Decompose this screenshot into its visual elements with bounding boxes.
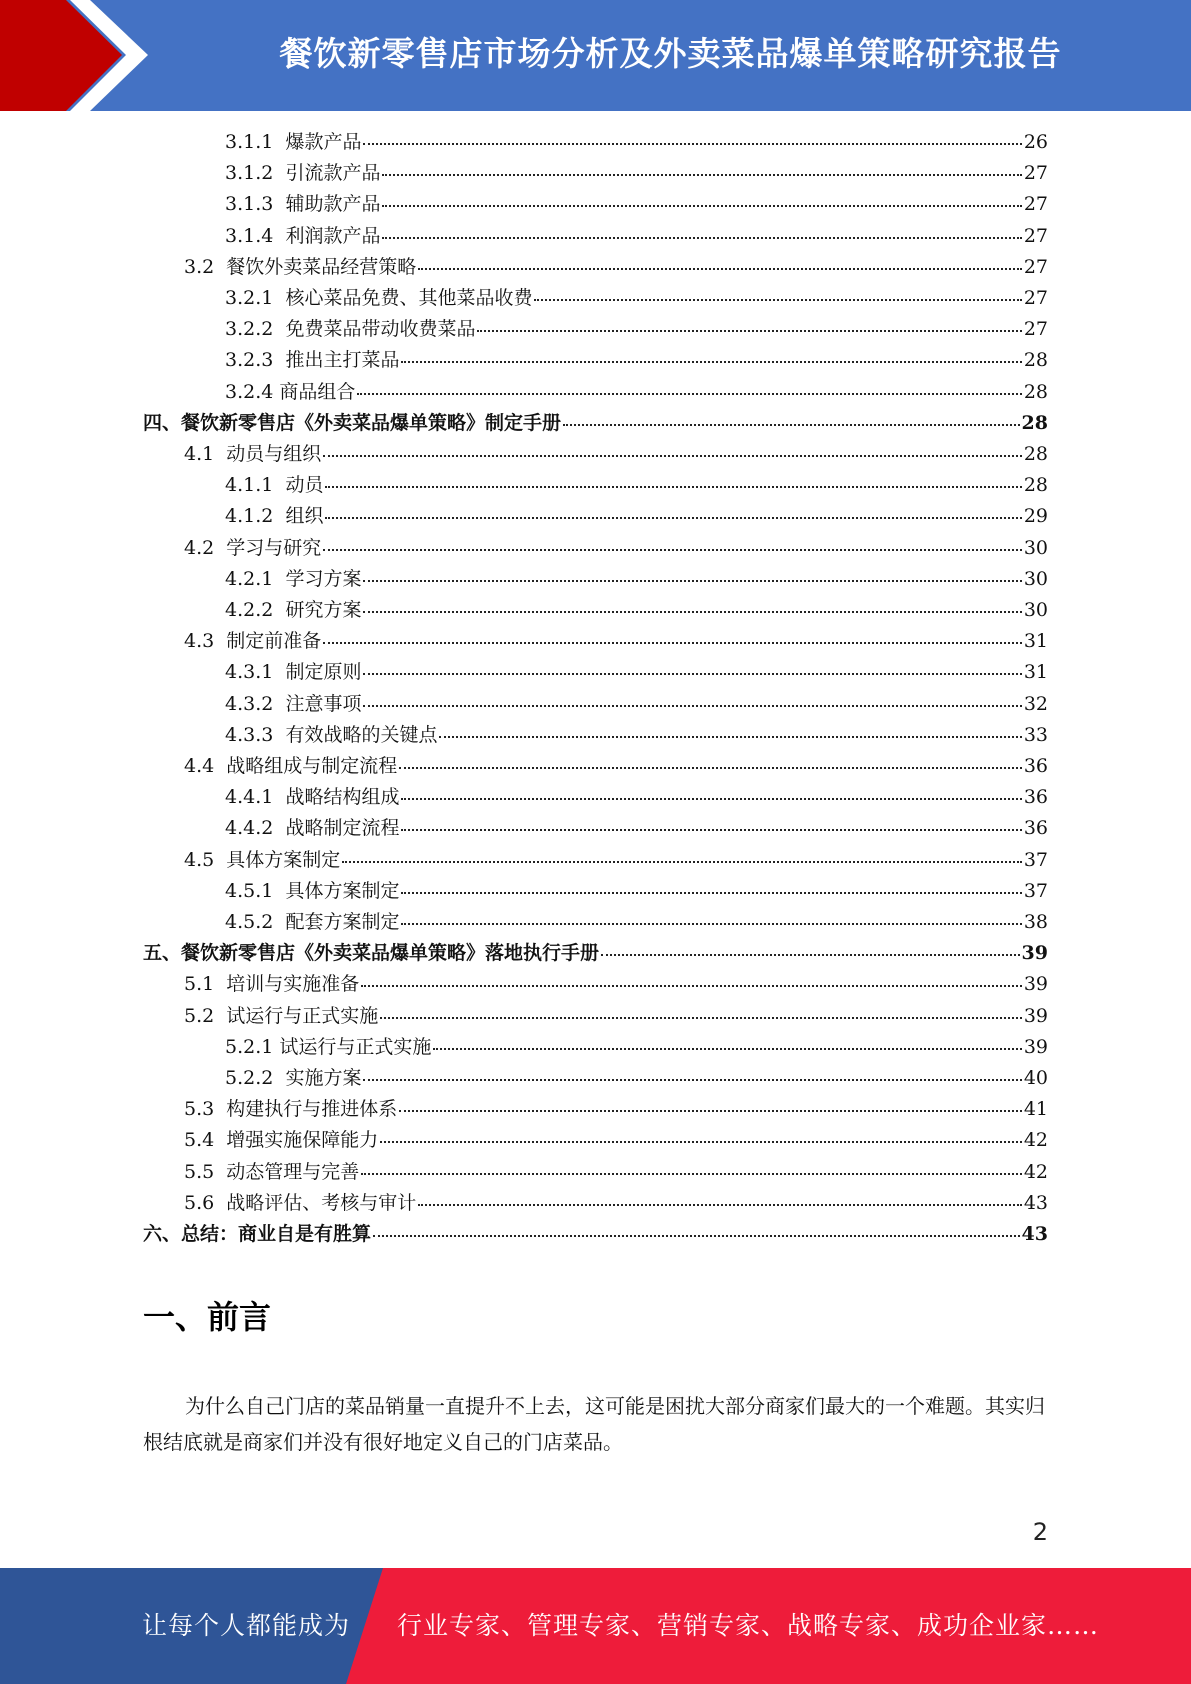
toc-leader-dots	[401, 349, 1021, 363]
toc-entry-page: 27	[1023, 287, 1048, 309]
toc-entry-title: 组织	[285, 505, 324, 527]
toc-entry-number: 4.2.1	[225, 568, 286, 590]
toc-entry[interactable]	[143, 938, 1048, 969]
toc-leader-dots	[357, 381, 1021, 395]
toc-entry-number: 4.5	[184, 849, 227, 871]
toc-entry-title: 学习与研究	[226, 537, 322, 559]
toc-entry-title: 总结：商业自是有胜算	[181, 1223, 372, 1245]
toc-entry-number: 5.6	[184, 1192, 227, 1214]
page-number: 2	[1032, 1518, 1048, 1546]
toc-entry-page: 37	[1023, 880, 1048, 902]
toc-entry-number: 5.2.1	[225, 1036, 280, 1058]
toc-entry-page: 30	[1023, 568, 1048, 590]
toc-entry-page: 43	[1023, 1192, 1048, 1214]
toc-entry[interactable]	[225, 595, 1048, 626]
toc-entry[interactable]	[225, 1063, 1048, 1094]
toc-entry-page: 31	[1023, 661, 1048, 683]
toc-entry-page: 27	[1023, 256, 1048, 278]
toc-entry-number: 4.2.2	[225, 599, 286, 621]
toc-leader-dots	[399, 1098, 1022, 1112]
toc-entry-page: 32	[1023, 693, 1048, 715]
toc-entry-title: 学习方案	[285, 568, 362, 590]
toc-leader-dots	[401, 880, 1021, 894]
toc-entry-number: 4.5.2	[225, 911, 286, 933]
toc-leader-dots	[380, 1005, 1022, 1019]
toc-entry-number: 3.1.3	[225, 193, 286, 215]
toc-entry-number: 5.2	[184, 1005, 227, 1027]
toc-leader-dots	[601, 942, 1020, 956]
toc-entry-page: 28	[1023, 381, 1048, 403]
toc-entry-number: 五、	[143, 942, 182, 964]
toc-entry-title: 制定前准备	[226, 630, 322, 652]
toc-entry[interactable]	[184, 845, 1048, 876]
toc-entry-page: 28	[1023, 349, 1048, 371]
toc-entry-title: 研究方案	[285, 599, 362, 621]
toc-entry-page: 42	[1023, 1161, 1048, 1183]
toc-leader-dots	[477, 318, 1021, 332]
toc-leader-dots	[361, 1161, 1022, 1175]
toc-entry-page: 31	[1023, 630, 1048, 652]
toc-entry-number: 3.1.2	[225, 162, 286, 184]
toc-entry-title: 免费菜品带动收费菜品	[285, 318, 476, 340]
toc-entry-number: 4.1.2	[225, 505, 286, 527]
toc-entry-title: 构建执行与推进体系	[226, 1098, 398, 1120]
toc-entry-page: 28	[1021, 412, 1048, 434]
toc-entry-title: 试运行与正式实施	[279, 1036, 432, 1058]
toc-entry[interactable]	[225, 501, 1048, 532]
toc-leader-dots	[363, 131, 1021, 145]
toc-entry-title: 动态管理与完善	[226, 1161, 360, 1183]
toc-entry[interactable]	[225, 127, 1048, 158]
toc-entry-number: 5.4	[184, 1129, 227, 1151]
toc-entry-number: 4.3.1	[225, 661, 286, 683]
toc-leader-dots	[563, 412, 1020, 426]
toc-entry[interactable]	[225, 158, 1048, 189]
toc-entry[interactable]	[225, 377, 1048, 408]
toc-entry-page: 36	[1023, 755, 1048, 777]
toc-entry[interactable]	[225, 283, 1048, 314]
toc-entry-page: 42	[1023, 1129, 1048, 1151]
toc-entry-number: 六、	[143, 1223, 182, 1245]
toc-entry[interactable]	[225, 221, 1048, 252]
toc-entry-page: 30	[1023, 599, 1048, 621]
toc-leader-dots	[382, 193, 1021, 207]
toc-entry-title: 培训与实施准备	[226, 973, 360, 995]
toc-leader-dots	[433, 1036, 1021, 1050]
toc-entry-title: 动员与组织	[226, 443, 322, 465]
toc-entry[interactable]	[225, 813, 1048, 844]
toc-entry-number: 4.3.3	[225, 724, 286, 746]
toc-leader-dots	[382, 225, 1021, 239]
toc-entry[interactable]	[184, 969, 1048, 1000]
toc-entry[interactable]	[225, 782, 1048, 813]
toc-entry-number: 4.3.2	[225, 693, 286, 715]
toc-leader-dots	[534, 287, 1021, 301]
toc-entry-title: 核心菜品免费、其他菜品收费	[285, 287, 533, 309]
toc-entry-page: 41	[1023, 1098, 1048, 1120]
toc-entry[interactable]	[184, 252, 1048, 283]
toc-entry-number: 4.1.1	[225, 474, 286, 496]
toc-entry-page: 40	[1023, 1067, 1048, 1089]
toc-entry-title: 辅助款产品	[285, 193, 381, 215]
toc-leader-dots	[418, 1192, 1022, 1206]
toc-entry[interactable]	[143, 408, 1048, 439]
toc-entry-number: 4.2	[184, 537, 227, 559]
toc-entry[interactable]	[225, 1032, 1048, 1063]
toc-entry-title: 实施方案	[285, 1067, 362, 1089]
toc-entry[interactable]	[184, 1125, 1048, 1156]
toc-entry[interactable]	[184, 751, 1048, 782]
toc-entry-page: 27	[1023, 318, 1048, 340]
toc-entry-number: 3.2.2	[225, 318, 286, 340]
toc-entry-page: 43	[1021, 1223, 1048, 1245]
toc-entry-page: 27	[1023, 162, 1048, 184]
toc-entry-title: 战略评估、考核与审计	[226, 1192, 417, 1214]
toc-entry-page: 39	[1021, 942, 1048, 964]
toc-leader-dots	[399, 755, 1022, 769]
toc-entry-page: 26	[1023, 131, 1048, 153]
toc-entry-title: 利润款产品	[285, 225, 381, 247]
toc-entry-number: 4.4.1	[225, 786, 286, 808]
toc-entry-number: 四、	[143, 412, 182, 434]
toc-entry[interactable]	[184, 533, 1048, 564]
toc-entry-page: 39	[1023, 973, 1048, 995]
toc-entry-title: 试运行与正式实施	[226, 1005, 379, 1027]
toc-entry-page: 37	[1023, 849, 1048, 871]
toc-leader-dots	[401, 817, 1021, 831]
toc-leader-dots	[401, 911, 1021, 925]
toc-leader-dots	[380, 1129, 1022, 1143]
toc-entry[interactable]	[225, 345, 1048, 376]
toc-entry[interactable]	[225, 689, 1048, 720]
toc-entry[interactable]	[184, 626, 1048, 657]
toc-leader-dots	[363, 568, 1021, 582]
toc-entry[interactable]	[184, 1094, 1048, 1125]
body-paragraph: 为什么自己门店的菜品销量一直提升不上去，这可能是困扰大部分商家们最大的一个难题。其实归根结底就是商家们并没有很好地定义自己的门店菜品。	[143, 1394, 1045, 1454]
toc-entry[interactable]	[143, 1219, 1048, 1250]
toc-entry-title: 动员	[285, 474, 324, 496]
toc-leader-dots	[401, 786, 1021, 800]
toc-leader-dots	[325, 505, 1021, 519]
toc-entry-number: 4.5.1	[225, 880, 286, 902]
section-heading: 一、前言	[143, 1298, 272, 1336]
toc-entry[interactable]	[225, 189, 1048, 220]
toc-leader-dots	[361, 973, 1022, 987]
toc-entry[interactable]	[225, 720, 1048, 751]
toc-entry-title: 具体方案制定	[285, 880, 400, 902]
toc-entry-page: 33	[1023, 724, 1048, 746]
toc-leader-dots	[342, 849, 1022, 863]
toc-entry-number: 3.2.3	[225, 349, 286, 371]
toc-leader-dots	[323, 443, 1022, 457]
toc-leader-dots	[363, 693, 1021, 707]
toc-entry-number: 3.1.4	[225, 225, 286, 247]
toc-entry[interactable]	[184, 1001, 1048, 1032]
toc-entry[interactable]	[184, 1188, 1048, 1219]
footer-slogan: 让每个人都能成为	[142, 1611, 351, 1640]
footer-roles: 行业专家、管理专家、营销专家、战略专家、成功企业家……	[397, 1611, 1100, 1640]
toc-entry[interactable]	[225, 470, 1048, 501]
toc-entry-title: 餐饮新零售店《外卖菜品爆单策略》落地执行手册	[181, 942, 600, 964]
toc-entry-number: 5.1	[184, 973, 227, 995]
toc-entry-page: 29	[1023, 505, 1048, 527]
toc-entry-number: 3.2.4	[225, 381, 280, 403]
toc-leader-dots	[363, 1067, 1021, 1081]
toc-entry[interactable]	[184, 1157, 1048, 1188]
toc-leader-dots	[325, 474, 1021, 488]
toc-entry-page: 27	[1023, 193, 1048, 215]
toc-entry-title: 战略组成与制定流程	[226, 755, 398, 777]
toc-entry-page: 28	[1023, 443, 1048, 465]
toc-entry-title: 餐饮外卖菜品经营策略	[226, 256, 417, 278]
page-header	[0, 0, 1191, 111]
toc-entry-title: 具体方案制定	[226, 849, 341, 871]
toc-entry-title: 有效战略的关键点	[285, 724, 438, 746]
toc-entry-page: 38	[1023, 911, 1048, 933]
toc-entry-page: 39	[1023, 1005, 1048, 1027]
toc-entry-number: 5.2.2	[225, 1067, 286, 1089]
toc-entry-title: 战略结构组成	[285, 786, 400, 808]
toc-entry-page: 39	[1023, 1036, 1048, 1058]
toc-entry-number: 5.5	[184, 1161, 227, 1183]
toc-entry-number: 5.3	[184, 1098, 227, 1120]
toc-entry-title: 配套方案制定	[285, 911, 400, 933]
toc-entry[interactable]	[225, 657, 1048, 688]
toc-entry-title: 推出主打菜品	[285, 349, 400, 371]
toc-entry-page: 36	[1023, 817, 1048, 839]
toc-entry[interactable]	[225, 314, 1048, 345]
toc-leader-dots	[323, 537, 1022, 551]
toc-leader-dots	[373, 1223, 1020, 1237]
toc-entry-number: 3.2.1	[225, 287, 286, 309]
toc-leader-dots	[323, 630, 1022, 644]
toc-entry-title: 注意事项	[285, 693, 362, 715]
toc-entry-title: 制定原则	[285, 661, 362, 683]
toc-entry-number: 4.3	[184, 630, 227, 652]
toc-entry-number: 4.1	[184, 443, 227, 465]
toc-entry-number: 4.4	[184, 755, 227, 777]
toc-leader-dots	[418, 256, 1022, 270]
toc-entry-title: 商品组合	[279, 381, 356, 403]
document-title: 餐饮新零售店市场分析及外卖菜品爆单策略研究报告	[279, 34, 1062, 73]
toc-entry[interactable]	[184, 439, 1048, 470]
toc-leader-dots	[439, 724, 1021, 738]
toc-entry-title: 增强实施保障能力	[226, 1129, 379, 1151]
toc-entry[interactable]	[225, 876, 1048, 907]
toc-entry-page: 28	[1023, 474, 1048, 496]
toc-leader-dots	[382, 162, 1021, 176]
toc-entry-title: 战略制定流程	[285, 817, 400, 839]
toc-entry-number: 3.1.1	[225, 131, 286, 153]
toc-entry[interactable]	[225, 564, 1048, 595]
toc-entry-page: 30	[1023, 537, 1048, 559]
toc-entry-number: 3.2	[184, 256, 227, 278]
toc-leader-dots	[363, 599, 1021, 613]
toc-entry-number: 4.4.2	[225, 817, 286, 839]
toc-entry-title: 餐饮新零售店《外卖菜品爆单策略》制定手册	[181, 412, 562, 434]
page-footer	[0, 1568, 1191, 1684]
toc-entry-page: 27	[1023, 225, 1048, 247]
toc-leader-dots	[363, 661, 1021, 675]
toc-entry-title: 引流款产品	[285, 162, 381, 184]
toc-entry[interactable]	[225, 907, 1048, 938]
toc-entry-title: 爆款产品	[285, 131, 362, 153]
toc-entry-page: 36	[1023, 786, 1048, 808]
